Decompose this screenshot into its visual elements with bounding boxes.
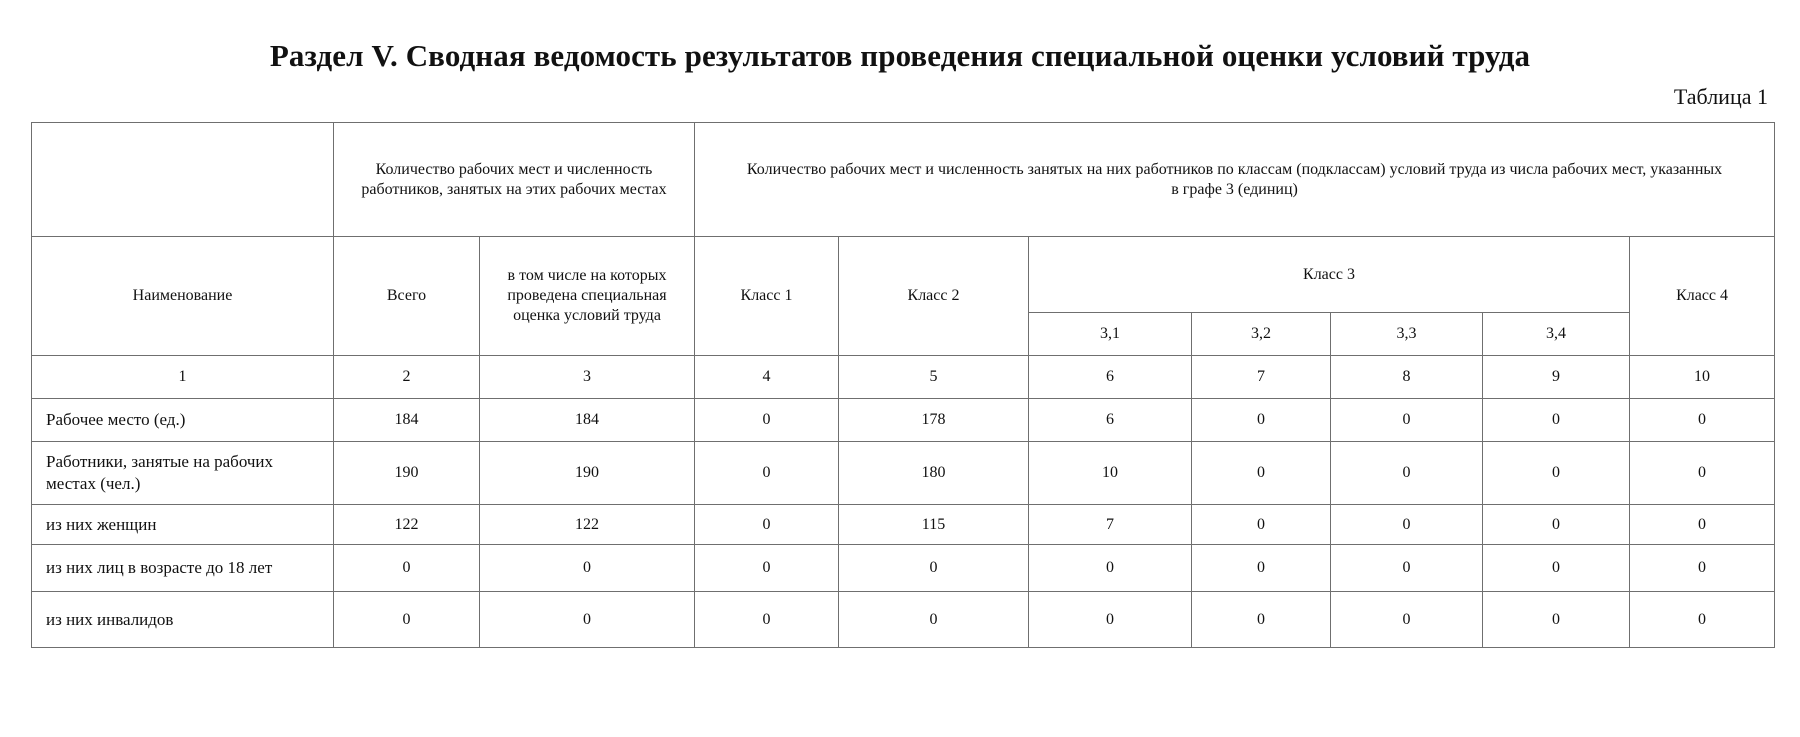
table-cell: 0 [1192, 442, 1331, 505]
column-number: 10 [1630, 356, 1775, 399]
column-number: 1 [32, 356, 334, 399]
column-number: 9 [1483, 356, 1630, 399]
table-cell: 0 [334, 545, 480, 592]
table-cell: 0 [480, 545, 695, 592]
header-subclass-3-4: 3,4 [1483, 313, 1630, 356]
column-number: 7 [1192, 356, 1331, 399]
table-cell: 115 [839, 505, 1029, 545]
table-cell: 10 [1029, 442, 1192, 505]
header-assessed: в том числе на которых проведена специальная оценка условий труда [480, 237, 695, 356]
table-label: Таблица 1 [1673, 84, 1768, 109]
table-cell: 0 [1192, 545, 1331, 592]
table-cell: 7 [1029, 505, 1192, 545]
table-cell: 122 [334, 505, 480, 545]
summary-table [31, 122, 1775, 648]
table-cell: 0 [334, 592, 480, 648]
table-cell: 0 [1331, 399, 1483, 442]
row-label: Работники, занятые на рабочих местах (чел.) [32, 442, 334, 505]
table-cell: 0 [1483, 442, 1630, 505]
header-subclass-3-1: 3,1 [1029, 313, 1192, 356]
table-cell: 190 [480, 442, 695, 505]
column-number: 4 [695, 356, 839, 399]
row-label: из них женщин [32, 505, 334, 545]
table-cell: 0 [1192, 399, 1331, 442]
table-cell: 0 [1331, 545, 1483, 592]
column-number: 2 [334, 356, 480, 399]
column-number: 6 [1029, 356, 1192, 399]
table-cell: 0 [1483, 592, 1630, 648]
table-cell: 0 [1192, 592, 1331, 648]
row-label: из них инвалидов [32, 592, 334, 648]
header-group-classes [695, 123, 1775, 237]
column-number-row [32, 356, 1775, 399]
table-row [32, 545, 1775, 592]
column-number: 3 [480, 356, 695, 399]
header-group-total-text: Количество рабочих мест и численность работников, занятых на этих рабочих местах [361, 160, 667, 198]
column-number: 8 [1331, 356, 1483, 399]
table-row [32, 505, 1775, 545]
header-group-total [334, 123, 695, 237]
table-cell: 0 [1630, 442, 1775, 505]
header-total: Всего [334, 237, 480, 356]
table-cell: 0 [1029, 592, 1192, 648]
table-cell: 184 [334, 399, 480, 442]
header-class3: Класс 3 [1029, 237, 1630, 313]
header-class4: Класс 4 [1630, 237, 1775, 356]
header-class1: Класс 1 [695, 237, 839, 356]
table-cell: 0 [1331, 592, 1483, 648]
header-empty-cell [32, 123, 334, 237]
header-subclass-3-2: 3,2 [1192, 313, 1331, 356]
header-class2: Класс 2 [839, 237, 1029, 356]
table-cell: 0 [695, 442, 839, 505]
table-cell: 0 [1483, 545, 1630, 592]
table-cell: 180 [839, 442, 1029, 505]
header-row-groups [32, 123, 1775, 237]
table-cell: 0 [1192, 505, 1331, 545]
header-name: Наименование [32, 237, 334, 356]
table-cell: 0 [1630, 399, 1775, 442]
table-cell: 0 [695, 592, 839, 648]
table-cell: 0 [695, 545, 839, 592]
table-cell: 0 [695, 505, 839, 545]
table-row [32, 592, 1775, 648]
header-subclass-3-3: 3,3 [1331, 313, 1483, 356]
table-cell: 0 [1483, 399, 1630, 442]
table-cell: 0 [1630, 545, 1775, 592]
table-cell: 190 [334, 442, 480, 505]
table-cell: 0 [1630, 592, 1775, 648]
table-cell: 0 [839, 545, 1029, 592]
table-cell: 0 [1029, 545, 1192, 592]
table-cell: 0 [480, 592, 695, 648]
header-group-classes-text: Количество рабочих мест и численность занятых на них работников по классам (подклассам) условий труда из числа рабочих мест, указанных в графе 3 (единиц) [746, 160, 1723, 198]
table-cell: 6 [1029, 399, 1192, 442]
table-cell: 0 [1331, 442, 1483, 505]
page-title: Раздел V. Сводная ведомость результатов проведения специальной оценки условий труда [269, 38, 1531, 73]
table-cell: 122 [480, 505, 695, 545]
table-cell: 0 [695, 399, 839, 442]
header-row-classes [32, 237, 1775, 313]
row-label: Рабочее место (ед.) [32, 399, 334, 442]
table-cell: 0 [1331, 505, 1483, 545]
table-cell: 0 [839, 592, 1029, 648]
table-cell: 0 [1483, 505, 1630, 545]
row-label: из них лиц в возрасте до 18 лет [32, 545, 334, 592]
table-cell: 184 [480, 399, 695, 442]
column-number: 5 [839, 356, 1029, 399]
table-cell: 0 [1630, 505, 1775, 545]
table-cell: 178 [839, 399, 1029, 442]
table-row [32, 399, 1775, 442]
table-row [32, 442, 1775, 505]
